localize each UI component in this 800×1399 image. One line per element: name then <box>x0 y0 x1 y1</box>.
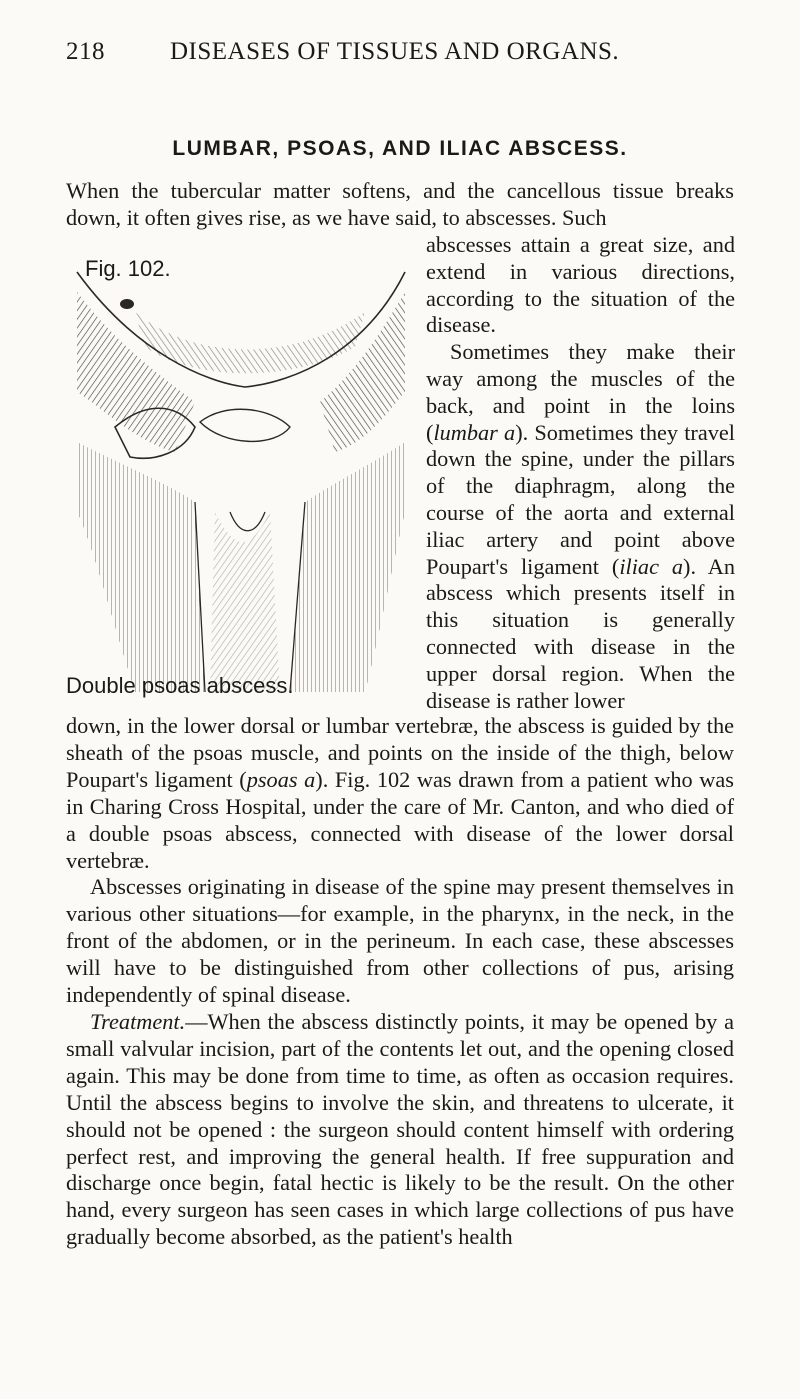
treatment-heading: Treatment. <box>90 1008 186 1034</box>
text-run: —When the abscess distinctly points, it may be opened by a small valvular incision, part of the contents let out, and the opening closed again. This may be done from time to time, as often as occasion requires. Until the abscess begins to involve the skin, and threatens to ulcerate, it should not be opened : the surgeon should content himself with ordering perfect rest, and improving the general health. If free suppuration and discharge once begin, fatal hectic is likely to be the result. On the other hand, every surgeon has seen cases in which large collections of pus have gradually become absorbed, as the patient's health <box>66 1008 734 1250</box>
paragraph-intro-wrap: abscesses attain a great size, and extend in various directions, according to the situation of the disease. <box>426 232 735 338</box>
figure-illustration <box>75 252 407 692</box>
text-run: down, in the lower dorsal or lumbar vertebræ, the abscess is guided by the sheath of the psoas muscle, and points on the inside of the thigh, below Poupart's ligament ( <box>66 713 734 792</box>
text-run: ). An abscess which presents itself in this situation is generally connected with disease in the upper dorsal region. When the disease is rather lower <box>426 553 735 713</box>
wrapped-text-column <box>426 232 735 714</box>
figure-label: Fig. 102. <box>85 256 171 281</box>
text-run: ). Fig. 102 was drawn from a patient who was in Charing Cross Hospital, under the care of Mr. Canton, and who died of a double psoas abscess, connected with disease of the lower dorsal vertebræ. <box>66 766 734 873</box>
paragraph-treatment <box>66 1009 734 1251</box>
italic-term: psoas a <box>246 766 316 792</box>
italic-term: iliac a <box>619 553 684 579</box>
paragraph-psoas-continued <box>66 713 734 874</box>
paragraph-intro-text: When the tubercular matter softens, and the cancellous tissue breaks down, it often gives rise, as we have said, to abscesses. Such <box>66 178 734 230</box>
section-title: LUMBAR, PSOAS, AND ILIAC ABSCESS. <box>172 137 628 160</box>
running-title: DISEASES OF TISSUES AND ORGANS. <box>170 38 620 65</box>
paragraph-abscess-routes <box>426 339 735 714</box>
text-run: Sometimes they make their way among the muscles of the back, and point in the loins ( <box>426 339 735 445</box>
running-head <box>66 38 734 78</box>
text-run: ). Sometimes they travel down the spine, under the pillars of the diaphragm, along the course of the aorta and external iliac artery and point above Poupart's ligament ( <box>426 419 735 579</box>
main-text-continued <box>66 713 734 1251</box>
figure-caption: Double psoas abscess. <box>66 673 294 698</box>
paragraph-intro-lead <box>66 178 734 232</box>
page-number: 218 <box>66 38 105 65</box>
italic-term: lumbar a <box>433 419 516 445</box>
paragraph-other-situations: Abscesses originating in disease of the spine may present themselves in various other situations—for example, in the pharynx, in the neck, in the front of the abdomen, or in the perineum. In each case, these abscesses will have to be distinguished from other collections of pus, arising independently of spinal disease. <box>66 874 734 1008</box>
